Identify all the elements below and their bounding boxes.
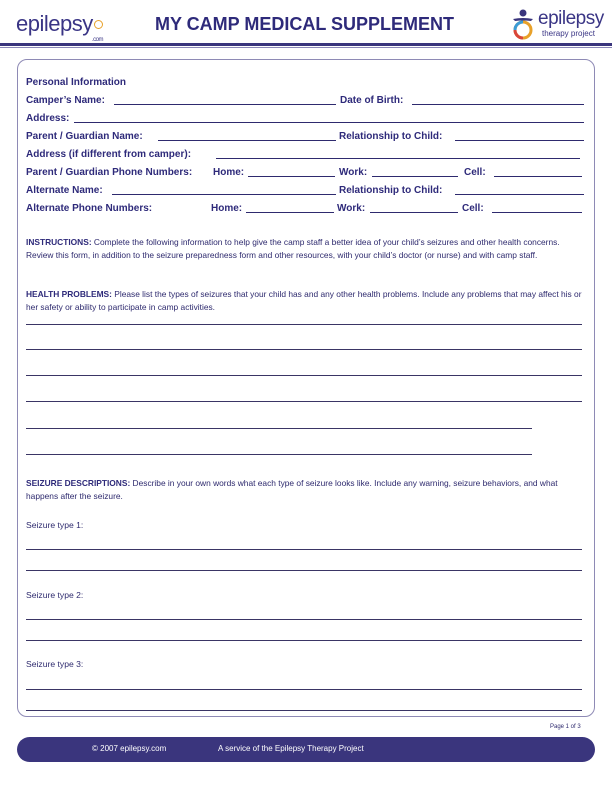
address-field[interactable] bbox=[74, 122, 584, 123]
page-title: MY CAMP MEDICAL SUPPLEMENT bbox=[155, 14, 455, 34]
alternate-phones-row bbox=[26, 203, 586, 217]
health-line[interactable] bbox=[26, 324, 582, 325]
parent-cell-field[interactable] bbox=[494, 176, 582, 177]
page-number: Page 1 of 3 bbox=[550, 724, 581, 730]
address-row bbox=[26, 113, 586, 127]
seizure-type-2-label: Seizure type 2: bbox=[26, 590, 84, 600]
parent-home-field[interactable] bbox=[248, 176, 335, 177]
alt-home-field[interactable] bbox=[246, 212, 334, 213]
header-rule-thin bbox=[0, 47, 612, 48]
date-of-birth-field[interactable] bbox=[412, 104, 584, 105]
alt-work-field[interactable] bbox=[370, 212, 458, 213]
seizure-type-1-line[interactable] bbox=[26, 570, 582, 571]
health-line[interactable] bbox=[26, 349, 582, 350]
alt-address-row bbox=[26, 149, 586, 163]
alternate-phones-label: Alternate Phone Numbers: bbox=[26, 203, 153, 214]
logo-left-sub: .com bbox=[92, 37, 104, 43]
parent-phones-label: Parent / Guardian Phone Numbers: bbox=[26, 167, 193, 178]
seizure-type-3-line[interactable] bbox=[26, 710, 582, 711]
cell-label: Cell: bbox=[464, 167, 486, 178]
footer-service: A service of the Epilepsy Therapy Project bbox=[218, 744, 364, 753]
seizure-descriptions-text: Describe in your own words what each type of seizure looks like. Include any warning, seizure behaviors, and what happens after the seizure. bbox=[26, 478, 558, 501]
cell2-label: Cell: bbox=[462, 203, 484, 214]
footer-bar bbox=[17, 737, 595, 762]
alternate-name-label: Alternate Name: bbox=[26, 185, 103, 196]
seizure-type-2-line[interactable] bbox=[26, 619, 582, 620]
health-line[interactable] bbox=[26, 454, 532, 455]
parent-name-row bbox=[26, 131, 586, 145]
campers-name-field[interactable] bbox=[114, 104, 336, 105]
work-label: Work: bbox=[339, 167, 368, 178]
home-label: Home: bbox=[213, 167, 245, 178]
health-line[interactable] bbox=[26, 401, 582, 402]
person-ring-icon bbox=[510, 8, 536, 40]
logo-right-text: epilepsy bbox=[538, 8, 604, 29]
instructions-paragraph bbox=[26, 236, 584, 262]
seizure-type-3-label: Seizure type 3: bbox=[26, 659, 84, 669]
address-label: Address: bbox=[26, 113, 70, 124]
logo-left-text: epilepsy bbox=[16, 11, 93, 36]
logo-right-sub: therapy project bbox=[542, 29, 595, 38]
header-rule bbox=[0, 43, 612, 46]
relationship2-label: Relationship to Child: bbox=[339, 185, 443, 196]
home2-label: Home: bbox=[211, 203, 243, 214]
alternate-name-field[interactable] bbox=[112, 194, 336, 195]
health-line[interactable] bbox=[26, 428, 532, 429]
health-problems-paragraph bbox=[26, 288, 584, 314]
alt-cell-field[interactable] bbox=[492, 212, 582, 213]
personal-info-heading: Personal Information bbox=[26, 77, 127, 88]
instructions-label: INSTRUCTIONS: bbox=[26, 237, 92, 247]
campers-name-label: Camper’s Name: bbox=[26, 95, 105, 106]
parent-name-label: Parent / Guardian Name: bbox=[26, 131, 143, 142]
epilepsy-com-logo bbox=[16, 11, 104, 43]
relationship-label: Relationship to Child: bbox=[339, 131, 443, 142]
seizure-descriptions-label: SEIZURE DESCRIPTIONS: bbox=[26, 478, 131, 488]
work2-label: Work: bbox=[337, 203, 366, 214]
parent-name-field[interactable] bbox=[158, 140, 336, 141]
seizure-type-2-line[interactable] bbox=[26, 640, 582, 641]
health-problems-text: Please list the types of seizures that your child has and any other health problems. Include any problems that may affect his or her safety or ability to participate in camp activities. bbox=[26, 289, 582, 312]
instructions-text: Complete the following information to help give the camp staff a better idea of your child’s seizures and other health concerns. Review this form, in addition to the seizure preparedness form and other resources, with your child’s doctor (or nurse) and with camp staff. bbox=[26, 237, 560, 260]
flame-icon bbox=[94, 20, 103, 29]
health-line[interactable] bbox=[26, 375, 582, 376]
date-of-birth-label: Date of Birth: bbox=[340, 95, 404, 106]
seizure-descriptions-paragraph bbox=[26, 477, 584, 503]
parent-phones-row bbox=[26, 167, 586, 181]
relationship-field[interactable] bbox=[455, 140, 584, 141]
epilepsy-therapy-project-logo bbox=[510, 8, 604, 40]
relationship2-field[interactable] bbox=[455, 194, 584, 195]
parent-work-field[interactable] bbox=[372, 176, 458, 177]
alt-address-field[interactable] bbox=[216, 158, 580, 159]
seizure-type-1-line[interactable] bbox=[26, 549, 582, 550]
alternate-name-row bbox=[26, 185, 586, 199]
seizure-type-3-line[interactable] bbox=[26, 689, 582, 690]
campers-name-row bbox=[26, 95, 586, 109]
health-problems-label: HEALTH PROBLEMS: bbox=[26, 289, 112, 299]
seizure-type-1-label: Seizure type 1: bbox=[26, 520, 84, 530]
alt-address-label: Address (if different from camper): bbox=[26, 149, 192, 160]
footer-copyright: © 2007 epilepsy.com bbox=[92, 744, 167, 753]
